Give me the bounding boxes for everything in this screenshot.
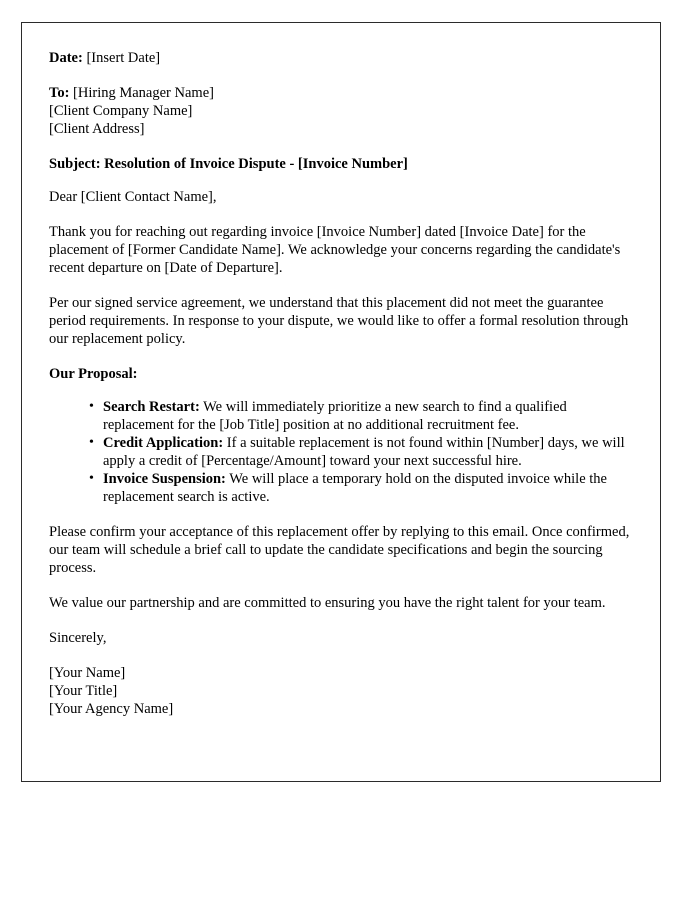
list-item xyxy=(89,434,634,470)
paragraph-3: Please confirm your acceptance of this replacement offer by replying to this email. Once confirmed, our team will schedule a brief call to update the candidate specifications and begin the sourcing process. xyxy=(49,524,630,576)
signature-agency: [Your Agency Name] xyxy=(49,701,174,717)
paragraph-4: We value our partnership and are committed to ensuring you have the right talent for your team. xyxy=(49,595,606,611)
date-label: Date: xyxy=(49,50,83,66)
paragraph-1: Thank you for reaching out regarding invoice [Invoice Number] dated [Invoice Date] for the placement of [Former Candidate Name]. We acknowledge your concerns regarding the candidate's recent departure on [Date of Departure]. xyxy=(49,224,621,276)
date-value: [Insert Date] xyxy=(86,50,161,66)
recipient-address: [Client Address] xyxy=(49,121,145,137)
proposal-term: Search Restart: xyxy=(103,399,200,415)
signature-title: [Your Title] xyxy=(49,683,118,699)
signature-name: [Your Name] xyxy=(49,665,126,681)
recipient-name-line xyxy=(49,84,634,102)
paragraph-2: Per our signed service agreement, we understand that this placement did not meet the guarantee period requirements. In response to your dispute, we would like to offer a formal resolution through our replacement policy. xyxy=(49,295,629,347)
proposal-term: Credit Application: xyxy=(103,435,224,451)
proposal-list xyxy=(49,398,634,506)
document-page xyxy=(21,22,661,782)
proposal-term: Invoice Suspension: xyxy=(103,471,226,487)
recipient-label: To: xyxy=(49,85,70,101)
proposal-text: We will place a temporary hold on the disputed invoice while the replacement search is active. xyxy=(103,471,607,505)
subject-line: Subject: Resolution of Invoice Dispute - [Invoice Number] xyxy=(49,156,408,172)
recipient-name: [Hiring Manager Name] xyxy=(73,85,214,101)
recipient-block xyxy=(49,84,634,138)
proposal-text: We will immediately prioritize a new search to find a qualified replacement for the [Job Title] position at no additional recruitment fee. xyxy=(103,399,567,433)
salutation: Dear [Client Contact Name], xyxy=(49,189,217,205)
date-block xyxy=(49,49,634,67)
signature-block xyxy=(49,664,634,718)
list-item xyxy=(89,470,634,506)
proposal-text: If a suitable replacement is not found within [Number] days, we will apply a credit of [Percentage/Amount] toward your next successful hire. xyxy=(103,435,625,469)
closing: Sincerely, xyxy=(49,630,107,646)
document-body xyxy=(22,23,660,718)
recipient-company: [Client Company Name] xyxy=(49,103,193,119)
list-item xyxy=(89,398,634,434)
proposal-heading: Our Proposal: xyxy=(49,366,138,382)
